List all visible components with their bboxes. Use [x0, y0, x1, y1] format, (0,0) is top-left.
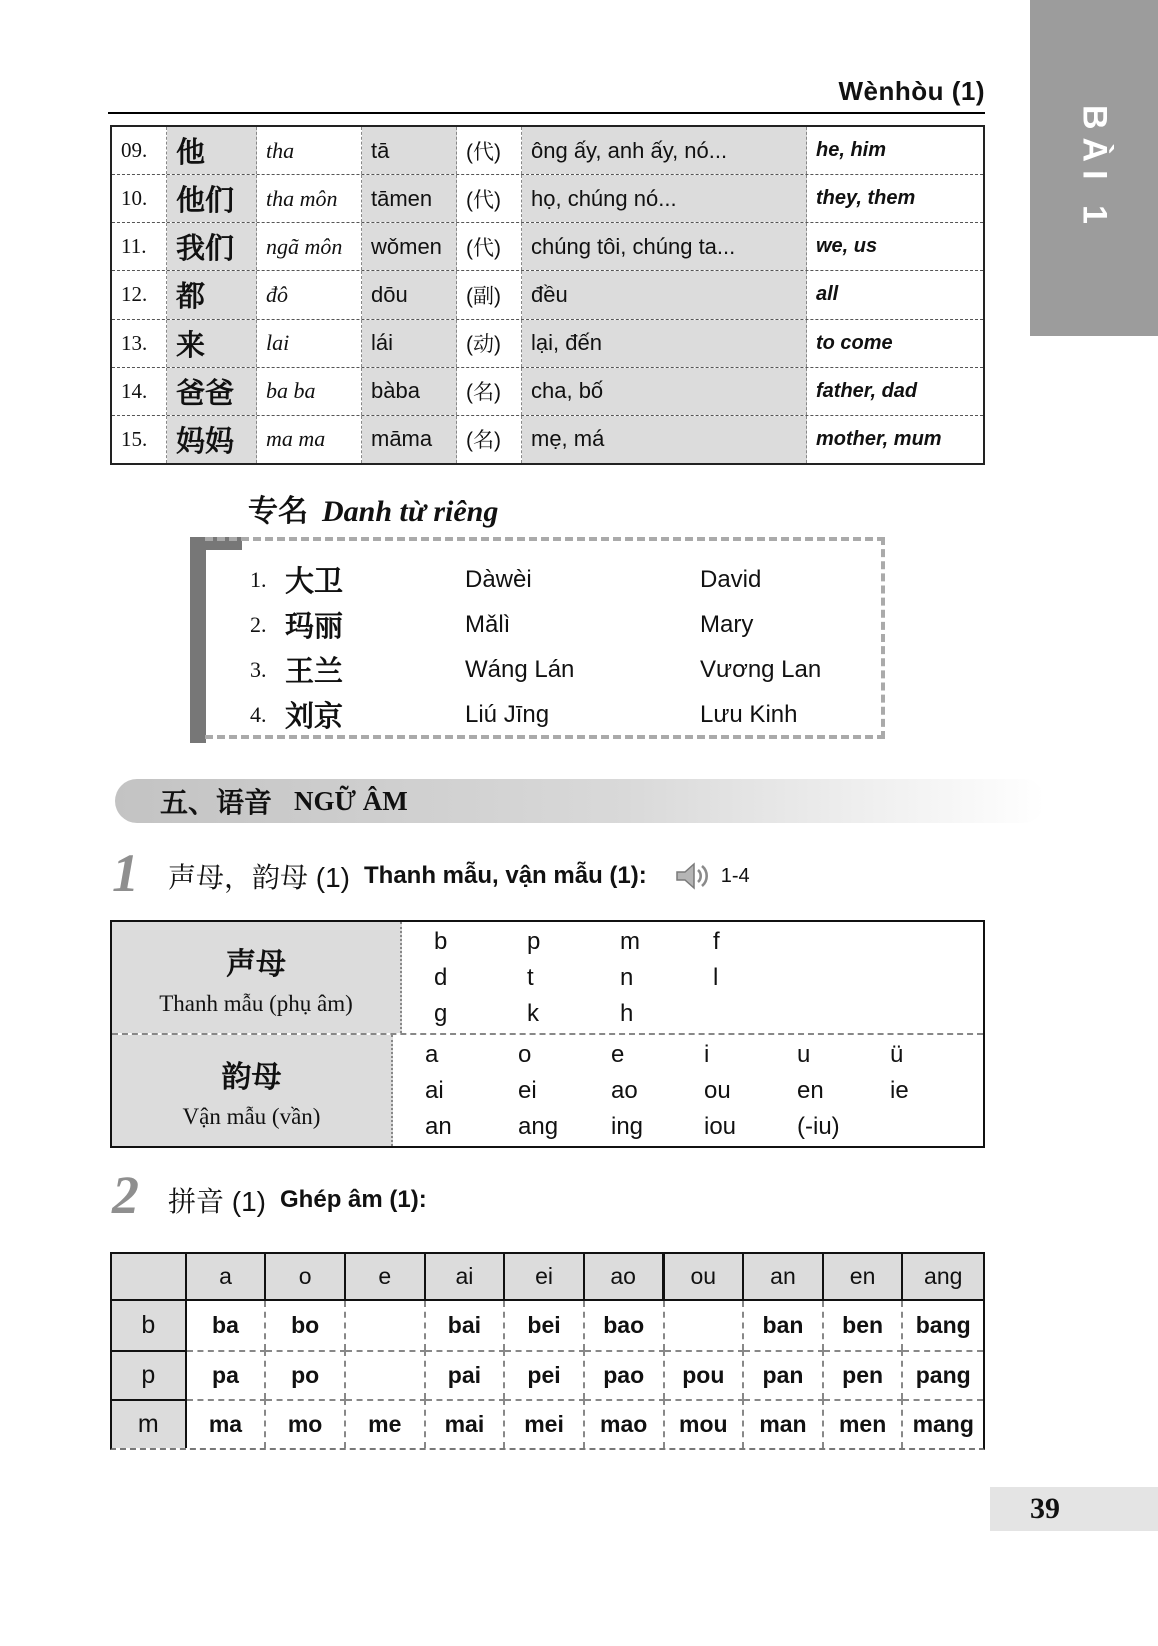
pinyin-col-header: an	[744, 1254, 824, 1301]
phonetics-line	[425, 1109, 983, 1145]
pinyin-syllable: mo	[266, 1399, 346, 1448]
vocab-num: 10.	[112, 175, 167, 222]
page-number: 39	[1030, 1492, 1060, 1525]
pinyin-syllable: bang	[915, 1312, 971, 1338]
vocab-hanzi: 都	[167, 271, 257, 318]
item2-title-vi: Ghép âm (1):	[280, 1186, 427, 1213]
pinyin-syllable: pan	[744, 1350, 824, 1399]
vocab-row	[112, 127, 983, 175]
vocabulary-table	[110, 125, 985, 465]
vocab-row	[112, 368, 983, 416]
phonetics-sound: iou	[704, 1112, 737, 1140]
phonetics-sound: an	[425, 1112, 452, 1140]
vocab-pinyin: bàba	[362, 368, 457, 415]
vocab-viet: đô	[257, 271, 362, 318]
pinyin-initial: b	[112, 1301, 187, 1350]
page-number-box	[990, 1487, 1158, 1531]
pinyin-syllable: po	[266, 1350, 346, 1399]
vocab-english: to come	[816, 331, 893, 354]
pinyin-data-row	[112, 1301, 983, 1350]
phonetics-line	[434, 924, 983, 960]
speaker-icon	[675, 860, 715, 892]
phonetics-sound: l	[713, 963, 719, 991]
item2-title-zh: 拼音 (1)	[168, 1186, 267, 1217]
pinyin-syllable: pa	[187, 1350, 267, 1399]
pinyin-syllable: mei	[505, 1399, 585, 1448]
vocab-pos: (副)	[457, 271, 522, 318]
vocab-viet: ngã môn	[257, 223, 362, 270]
phonetics-sound: a	[425, 1040, 439, 1068]
phonetics-line	[425, 1037, 983, 1073]
vocab-pinyin: lái	[362, 320, 457, 367]
pinyin-syllable: bai	[426, 1301, 506, 1350]
vocab-hanzi: 我们	[167, 223, 257, 270]
proper-noun-name: Lưu Kinh	[700, 700, 798, 728]
vocab-num: 12.	[112, 271, 167, 318]
pinyin-syllable: ba	[187, 1301, 267, 1350]
proper-nouns-title	[248, 486, 498, 530]
vocab-viet: tha môn	[257, 175, 362, 222]
phonetics-header-zh: 韵母	[221, 1060, 282, 1094]
phonetics-header-vi: Vận mẫu (vần)	[182, 1103, 321, 1129]
phonetics-sound: ing	[611, 1112, 644, 1140]
vocab-num: 13.	[112, 320, 167, 367]
vocab-hanzi: 妈妈	[167, 416, 257, 463]
phonetics-sound: ai	[425, 1076, 444, 1104]
phonetics-sound: h	[620, 999, 634, 1027]
pinyin-syllable: mao	[585, 1399, 665, 1448]
vocab-hanzi: 爸爸	[167, 368, 257, 415]
vocab-pinyin: māma	[362, 416, 457, 463]
phonetics-body-finals	[393, 1035, 983, 1146]
pinyin-col-header: ou	[665, 1254, 745, 1301]
pinyin-syllable: ban	[744, 1301, 824, 1350]
pinyin-syllable	[665, 1301, 745, 1350]
vocab-pos: (代)	[457, 223, 522, 270]
pinyin-col-header: a	[187, 1254, 267, 1301]
pinyin-header-row	[112, 1254, 983, 1301]
pinyin-initial: p	[112, 1350, 187, 1399]
pinyin-data-row	[112, 1399, 983, 1448]
proper-nouns-title-vi: Danh từ riêng	[322, 495, 499, 528]
pinyin-syllable	[346, 1350, 426, 1399]
pinyin-syllable: pei	[505, 1350, 585, 1399]
proper-noun-num: 4.	[250, 701, 267, 727]
vocab-meaning: mẹ, má	[522, 416, 807, 463]
vocab-row	[112, 271, 983, 319]
item1-title-vi: Thanh mẫu, vận mẫu (1):	[364, 862, 647, 889]
pinyin-data-row	[112, 1350, 983, 1399]
vocab-english: all	[816, 283, 839, 306]
vocab-row	[112, 416, 983, 463]
pinyin-syllable: bei	[505, 1301, 585, 1350]
pinyin-syllable: man	[744, 1399, 824, 1448]
phonetics-header-vi: Thanh mẫu (phụ âm)	[159, 990, 353, 1016]
phonetics-sound: d	[434, 963, 448, 991]
vocab-viet: tha	[257, 127, 362, 174]
bracket-decoration	[190, 537, 206, 743]
pinyin-col-header: ai	[426, 1254, 506, 1301]
proper-nouns-box	[205, 537, 885, 739]
pinyin-syllable: pao	[585, 1350, 665, 1399]
proper-noun-row	[250, 602, 881, 647]
vocab-row	[112, 175, 983, 223]
vocab-num: 15.	[112, 416, 167, 463]
proper-noun-row	[250, 692, 881, 737]
phonetics-sound: ie	[890, 1076, 909, 1104]
vocab-viet: ma ma	[257, 416, 362, 463]
pinyin-syllable: bao	[585, 1301, 665, 1350]
vocab-row	[112, 223, 983, 271]
proper-noun-name: David	[700, 565, 762, 593]
pinyin-initial: m	[112, 1399, 187, 1448]
phonetics-sound: n	[620, 963, 634, 991]
header-rule	[108, 112, 985, 114]
item1-title-zh: 声母，韵母 (1)	[168, 862, 351, 893]
vocab-num: 09.	[112, 127, 167, 174]
pinyin-syllable: mang	[903, 1399, 983, 1448]
phonetics-sound: ang	[518, 1112, 559, 1140]
vocab-english: he, him	[816, 139, 887, 162]
phonetics-sound: t	[527, 963, 534, 991]
pinyin-syllable	[346, 1301, 426, 1350]
phonetics-sound: m	[620, 927, 640, 955]
pinyin-syllable: bo	[266, 1301, 346, 1350]
vocab-pos: (名)	[457, 368, 522, 415]
vocab-pos: (名)	[457, 416, 522, 463]
proper-nouns-title-zh: 专名	[248, 495, 308, 528]
phonetics-sound: (-iu)	[797, 1112, 840, 1140]
vocab-pinyin: wǒmen	[362, 223, 457, 270]
phonetics-sound: ei	[518, 1076, 537, 1104]
vocab-meaning: đều	[522, 271, 807, 318]
proper-noun-hanzi: 玛丽	[285, 611, 344, 643]
phonetics-header-zh: 声母	[226, 947, 286, 981]
proper-noun-hanzi: 王兰	[285, 656, 344, 688]
initials-finals-table	[110, 920, 985, 1148]
section-title-zh: 五、语音	[160, 787, 273, 818]
pinyin-combination-table	[110, 1252, 985, 1450]
phonetics-sound: k	[527, 999, 539, 1027]
proper-noun-pinyin: Dàwèi	[465, 565, 532, 593]
phonetics-line	[425, 1073, 983, 1109]
item1-number: 1	[112, 843, 139, 903]
pinyin-col-header: en	[824, 1254, 904, 1301]
vocab-meaning: cha, bố	[522, 368, 807, 415]
vocab-row	[112, 320, 983, 368]
vocab-meaning: lại, đến	[522, 320, 807, 367]
phonetics-line	[434, 960, 983, 996]
proper-noun-num: 1.	[250, 566, 267, 592]
pinyin-col-header: ei	[505, 1254, 585, 1301]
audio-track-label: 1-4	[720, 864, 750, 887]
item2-heading	[168, 1180, 427, 1220]
proper-noun-pinyin: Liú Jīng	[465, 700, 550, 728]
vocab-num: 11.	[112, 223, 167, 270]
proper-noun-hanzi: 大卫	[285, 566, 344, 598]
phonetics-sound: f	[713, 927, 720, 955]
vocab-hanzi: 来	[167, 320, 257, 367]
proper-noun-num: 2.	[250, 611, 267, 637]
vocab-pinyin: tā	[362, 127, 457, 174]
phonetics-sound: b	[434, 927, 448, 955]
phonetics-sound: ou	[704, 1076, 731, 1104]
pinyin-syllable: men	[824, 1399, 904, 1448]
vocab-viet: lai	[257, 320, 362, 367]
lesson-side-tab-label: BÀI 1	[1075, 104, 1114, 232]
proper-noun-row	[250, 557, 881, 602]
pinyin-syllable: ben	[824, 1301, 904, 1350]
vocab-meaning: họ, chúng nó...	[522, 175, 807, 222]
phonetics-header-initials	[112, 922, 402, 1033]
page-header-title: Wènhòu (1)	[838, 76, 985, 106]
item2-number: 2	[112, 1165, 139, 1225]
pinyin-syllable: pou	[665, 1350, 745, 1399]
proper-noun-pinyin: Wáng Lán	[465, 655, 575, 683]
proper-noun-row	[250, 647, 881, 692]
phonetics-sound: ao	[611, 1076, 638, 1104]
phonetics-line	[434, 996, 983, 1032]
section-title-vi: NGỮ ÂM	[294, 785, 408, 816]
phonetics-header-finals	[112, 1035, 393, 1146]
vocab-hanzi: 他	[167, 127, 257, 174]
section-heading-bar	[115, 779, 1045, 823]
phonetics-sound: e	[611, 1040, 625, 1068]
proper-noun-name: Mary	[700, 610, 754, 638]
vocab-pos: (代)	[457, 175, 522, 222]
pinyin-col-header: ao	[585, 1254, 665, 1301]
phonetics-sound: o	[518, 1040, 532, 1068]
pinyin-col-header: e	[346, 1254, 426, 1301]
vocab-hanzi: 他们	[167, 175, 257, 222]
pinyin-syllable: pai	[426, 1350, 506, 1399]
proper-noun-hanzi: 刘京	[285, 701, 344, 733]
phonetics-sound: ü	[890, 1040, 904, 1068]
audio-track-ref	[675, 860, 750, 892]
phonetics-row-finals	[112, 1033, 983, 1146]
phonetics-sound: i	[704, 1040, 710, 1068]
vocab-english: mother, mum	[816, 427, 942, 450]
pinyin-syllable: mai	[426, 1399, 506, 1448]
vocab-pinyin: dōu	[362, 271, 457, 318]
pinyin-corner-cell	[112, 1254, 187, 1301]
item1-heading	[168, 856, 750, 896]
pinyin-syllable: mou	[665, 1399, 745, 1448]
vocab-pos: (代)	[457, 127, 522, 174]
vocab-meaning: chúng tôi, chúng ta...	[522, 223, 807, 270]
pinyin-col-header: ang	[903, 1254, 983, 1301]
proper-noun-pinyin: Mǎlì	[465, 610, 511, 638]
vocab-meaning: ông ấy, anh ấy, nó...	[522, 127, 807, 174]
pinyin-syllable: pang	[903, 1350, 983, 1399]
phonetics-sound: u	[797, 1040, 811, 1068]
phonetics-body-initials	[402, 922, 983, 1033]
proper-noun-num: 3.	[250, 656, 267, 682]
vocab-pos: (动)	[457, 320, 522, 367]
pinyin-syllable: me	[346, 1399, 426, 1448]
pinyin-col-header: o	[266, 1254, 346, 1301]
vocab-pinyin: tāmen	[362, 175, 457, 222]
phonetics-sound: g	[434, 999, 448, 1027]
proper-noun-name: Vương Lan	[700, 655, 822, 683]
vocab-viet: ba ba	[257, 368, 362, 415]
phonetics-sound: en	[797, 1076, 824, 1104]
vocab-english: they, them	[816, 187, 916, 210]
vocab-english: father, dad	[816, 379, 918, 402]
vocab-english: we, us	[816, 235, 878, 258]
phonetics-row-initials	[112, 922, 983, 1033]
phonetics-sound: p	[527, 927, 541, 955]
pinyin-syllable: pen	[824, 1350, 904, 1399]
lesson-side-tab	[1030, 0, 1158, 336]
pinyin-syllable: ma	[187, 1399, 267, 1448]
vocab-num: 14.	[112, 368, 167, 415]
